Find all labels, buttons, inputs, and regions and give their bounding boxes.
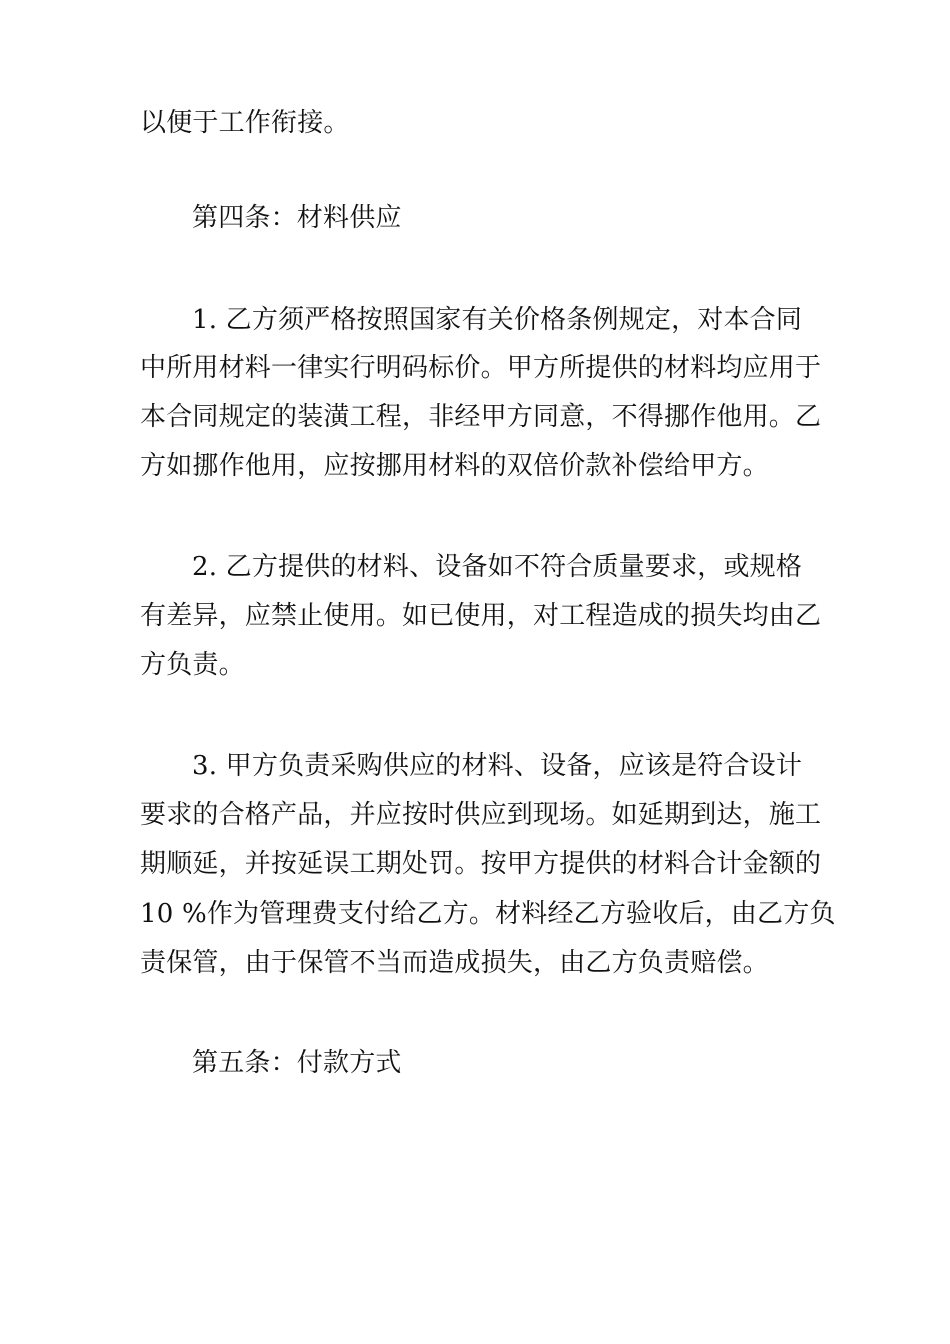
article-heading: 第五条：付款方式 xyxy=(192,1048,402,1078)
paragraph-line: 2. 乙方提供的材料、设备如不符合质量要求，或规格 xyxy=(192,552,803,582)
article-heading: 第四条：材料供应 xyxy=(192,203,402,233)
paragraph-line: 1. 乙方须严格按照国家有关价格条例规定，对本合同 xyxy=(192,305,803,335)
paragraph-line: 3. 甲方负责采购供应的材料、设备，应该是符合设计 xyxy=(192,751,803,781)
paragraph-line: 方负责。 xyxy=(140,650,245,680)
paragraph-line: 本合同规定的装潢工程，非经甲方同意，不得挪作他用。乙 xyxy=(140,402,822,432)
paragraph-line: 期顺延，并按延误工期处罚。按甲方提供的材料合计金额的 xyxy=(140,849,822,879)
paragraph-line: 中所用材料一律实行明码标价。甲方所提供的材料均应用于 xyxy=(140,353,822,383)
paragraph-line: 有差异，应禁止使用。如已使用，对工程造成的损失均由乙 xyxy=(140,601,822,631)
paragraph-line: 责保管，由于保管不当而造成损失，由乙方负责赔偿。 xyxy=(140,948,769,978)
paragraph-line: 方如挪作他用，应按挪用材料的双倍价款补偿给甲方。 xyxy=(140,451,769,481)
paragraph-line: 以便于工作衔接。 xyxy=(140,108,350,138)
paragraph-line: 要求的合格产品，并应按时供应到现场。如延期到达，施工 xyxy=(140,800,822,830)
paragraph-line: 10 %作为管理费支付给乙方。材料经乙方验收后，由乙方负 xyxy=(140,899,836,929)
